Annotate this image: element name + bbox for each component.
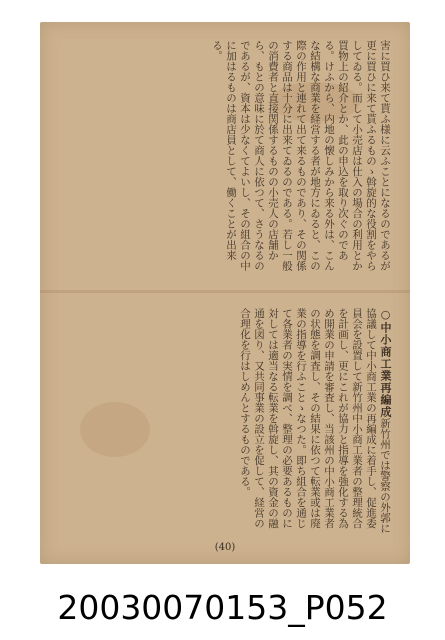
page-number: (40) [214,542,236,553]
fold-line [40,290,410,293]
paper-sheet [40,22,410,564]
upper-body-text: 害に買ひ来て貰ふ様に云ふことになるのであるが更に買ひに来て貰ふるものゝ斡旋的な役割をやらしてゐる。而して小売店は仕入の場合の利用とか買物上の紹介とか、此の申込を取り次ぐのである。けふから、内地の懐しみから来る外は、こんな結構な商業を経営する者が地方にゐると、この際の作用と連れて出て来るものであり、その関係する商品は十分に出来てゐるのである。若し一般の消費者と直接関係するものの小売人の店舗から、もとの意味に於て商人に依つて、さうなるのであるが、資本は少なくてよいし、その組合の中に加はるものは商店員として、働くことが出来る。 [211,40,391,271]
lower-text-block [62,308,392,538]
lower-body-text: 新竹州では警察の外郭に協議して中小商工業の再編成に着手し、促進委員会を設置して新竹州中小商工業者の整理統合を計画し、更にこれが協力と指導を強化する為め開業の申請を審査し、当該州の中小商工業者の状態を調査し、その結果に依つて転業或は廃業の指導を行ふことゝなつた。即ち組合を通じて各業者の実情を調べ、整理の必要あるものに対しては適当なる転業を斡旋し、其の資金の融通を図り、又共同事業の設立を促して、経営の合理化を行はしめんとするものである。 [239,308,391,534]
image-id-caption: 20030070153_P052 [0,576,445,640]
upper-text-block [62,40,392,272]
section-heading: ○中小商工業再編成 [379,308,392,418]
